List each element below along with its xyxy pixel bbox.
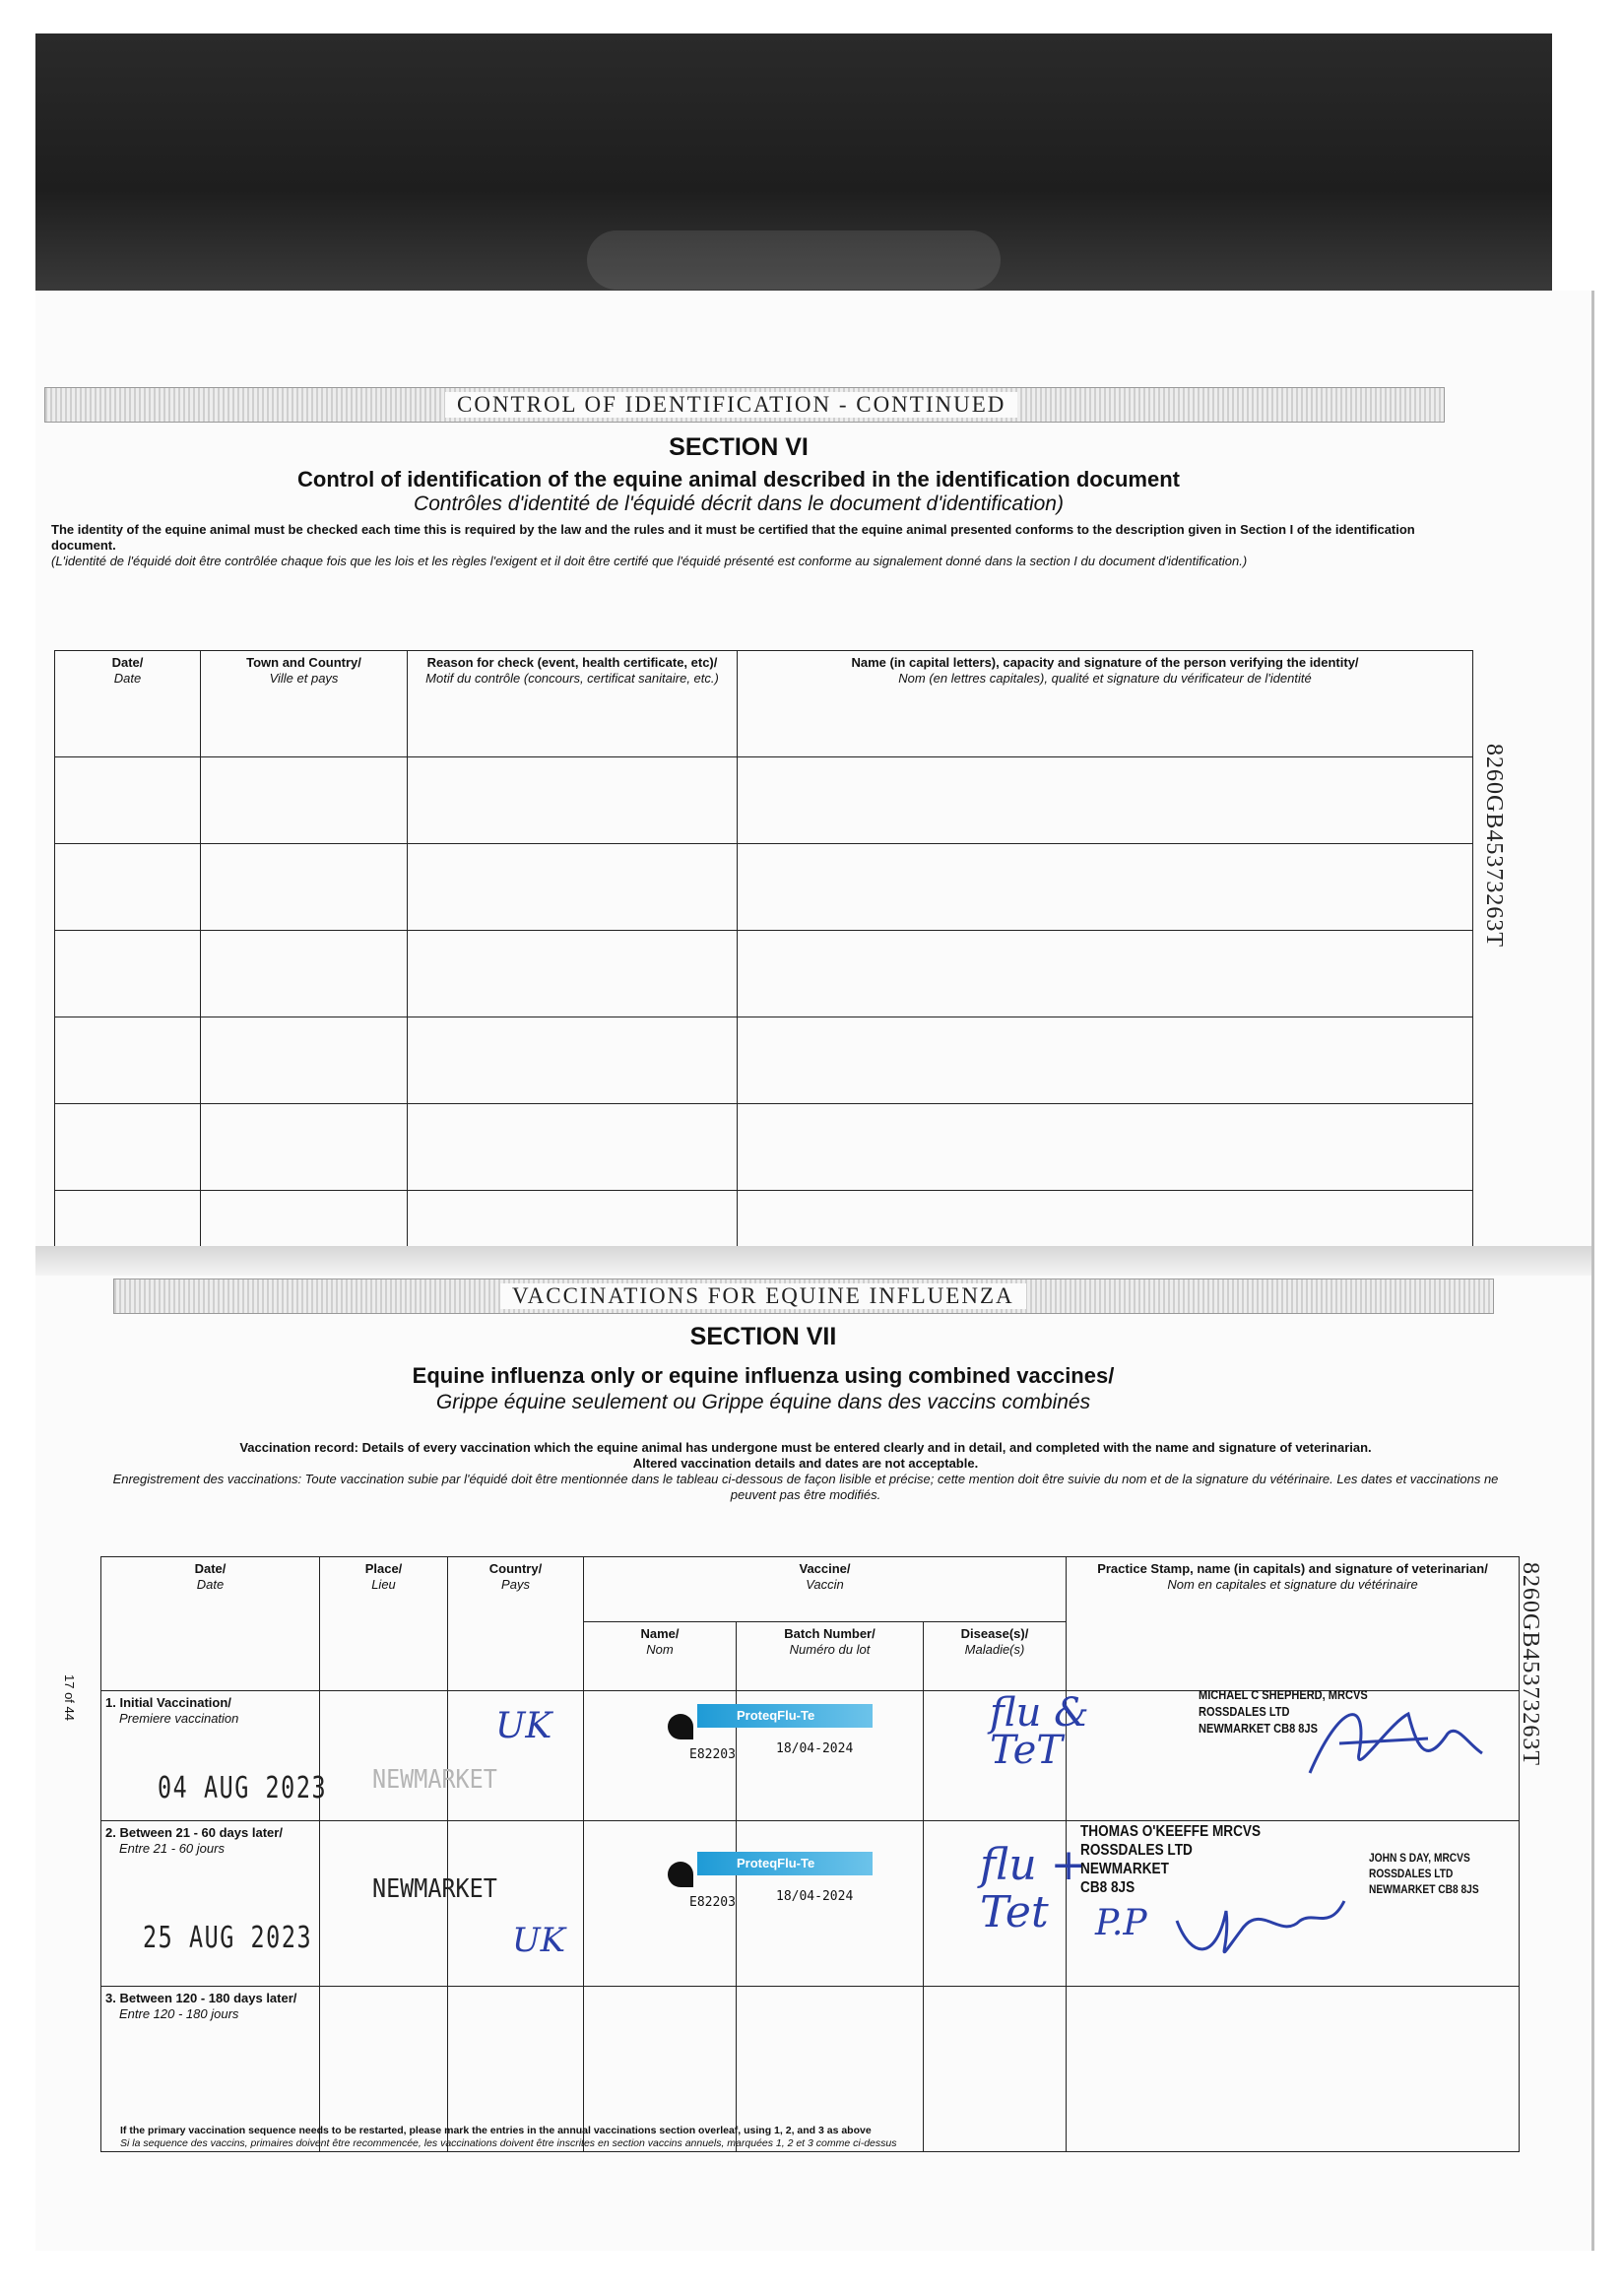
row2-place-stamp: NEWMARKET <box>372 1874 497 1904</box>
header-place: Place/ Lieu <box>320 1557 448 1691</box>
row1-vaccine-sticker <box>660 1704 881 1775</box>
table-row <box>55 931 1473 1017</box>
row2-label: 2. Between 21 - 60 days later/ Entre 21 - 60 jours <box>101 1821 320 1987</box>
section6-title-fr: Contrôles d'identité de l'équidé décrit dans le document d'identification) <box>414 492 1064 515</box>
row1-label: 1. Initial Vaccination/ Premiere vaccination <box>101 1691 320 1821</box>
section7-label: SECTION VII <box>689 1323 837 1350</box>
page-fold <box>35 1246 1591 1276</box>
header-verifier: Name (in capital letters), capacity and signature of the person verifying the identity/ Nom (en lettres capitales), qualité et signature du vérificateur de l'identité <box>738 651 1473 757</box>
header-vaccine-name: Name/ Nom <box>584 1622 737 1691</box>
header-reason: Reason for check (event, health certificate, etc)/ Motif du contrôle (concours, certificat sanitaire, etc.) <box>408 651 738 757</box>
row2-country-hand: UK <box>512 1921 566 1960</box>
header-practice-stamp: Practice Stamp, name (in capitals) and signature of veterinarian/ Nom en capitales et signature du vétérinaire <box>1067 1557 1520 1691</box>
header-disease: Disease(s)/ Maladie(s) <box>924 1622 1067 1691</box>
footnote-en: If the primary vaccination sequence needs to be restarted, please mark the entries in the annual vaccinations section overleaf, using 1, 2, and 3 as above <box>120 2125 872 2136</box>
row2-pp-hand: P.P <box>1095 1903 1147 1943</box>
row1-date-stamp: 04 AUG 2023 <box>158 1771 328 1805</box>
vaccination-header-row-1 <box>101 1557 1520 1622</box>
row2-vaccine-sticker <box>660 1852 881 1923</box>
section6-intro <box>51 522 1440 569</box>
section6-title-en: Control of identification of the equine animal described in the identification document <box>297 467 1180 492</box>
section6-intro-fr: (L'identité de l'équidé doit être contrôlée chaque fois que les lois et les règles l'exigent et il doit être certifé que l'équidé présenté est conforme au signalement donné dans la section I du document d'identification.) <box>51 554 1248 568</box>
row1-vet-stamp: MICHAEL C SHEPHERD, MRCVS ROSSDALES LTD NEWMARKET CB8 8JS <box>1199 1687 1368 1736</box>
table-row <box>55 844 1473 931</box>
section6-label: SECTION VI <box>669 433 809 461</box>
section7-band-title: VACCINATIONS FOR EQUINE INFLUENZA <box>500 1283 1026 1309</box>
row2-vet-stamp-2: JOHN S DAY, MRCVS ROSSDALES LTD NEWMARKET CB8 8JS <box>1369 1851 1479 1896</box>
table-row <box>55 1191 1473 1248</box>
row2-lot: E82203 <box>689 1895 736 1910</box>
sticker-logo-icon <box>668 1714 693 1739</box>
row2-signature <box>1172 1891 1349 1970</box>
row1-country-hand: UK <box>495 1706 552 1746</box>
row2-exp: 18/04-2024 <box>776 1889 854 1904</box>
header-vaccine: Vaccine/ Vaccin <box>584 1557 1067 1622</box>
row1-signature <box>1300 1684 1487 1803</box>
row2-vaccine-name: ProteqFlu-Te <box>697 1852 873 1875</box>
row2-disease-hand: flu + Tet <box>980 1840 1087 1937</box>
header-date: Date/ Date <box>101 1557 320 1691</box>
section7-intro-en2: Altered vaccination details and dates are not acceptable. <box>632 1456 979 1471</box>
footnote-fr: Si la sequence des vaccins, primaires doivent être recommencée, les vaccinations doivent être inscrites en section vaccins annuels, marquées 1, 2 et 3 comme ci-dessus <box>120 2137 897 2149</box>
row1-vaccine-name: ProteqFlu-Te <box>697 1704 873 1728</box>
header-town-country: Town and Country/ Ville et pays <box>201 651 408 757</box>
row2-date-stamp: 25 AUG 2023 <box>143 1921 313 1955</box>
sticker-logo-icon <box>668 1862 693 1887</box>
section6-band-title: CONTROL OF IDENTIFICATION - CONTINUED <box>445 392 1017 418</box>
header-date: Date/ Date <box>55 651 201 757</box>
section7-title-en: Equine influenza only or equine influenza using combined vaccines/ <box>412 1363 1115 1388</box>
table-row <box>55 1104 1473 1191</box>
row3-label: 3. Between 120 - 180 days later/ Entre 120 - 180 jours <box>101 1987 320 2152</box>
passport-id-side-lower: 8260GB45373263T <box>1518 1562 1543 1766</box>
row1-place-stamp: NEWMARKET <box>372 1765 497 1795</box>
row1-disease-hand: flu & TeT <box>990 1690 1089 1773</box>
scan-background <box>35 33 1552 295</box>
identity-check-table <box>54 650 1473 1248</box>
page-number: 17 of 44 <box>62 1674 77 1721</box>
header-batch: Batch Number/ Numéro du lot <box>737 1622 924 1691</box>
passport-id-side-upper: 8260GB45373263T <box>1481 744 1507 948</box>
section7-intro <box>106 1440 1505 1503</box>
row1-exp: 18/04-2024 <box>776 1741 854 1756</box>
section7-intro-en: Vaccination record: Details of every vaccination which the equine animal has undergone must be entered clearly and in detail, and completed with the name and signature of veterinarian. <box>239 1440 1372 1455</box>
identity-check-header-row <box>55 651 1473 757</box>
section6-intro-en: The identity of the equine animal must be checked each time this is required by the law and the rules and it must be certified that the equine animal presented conforms to the description given in Section I of the identification document. <box>51 522 1415 553</box>
table-row <box>55 757 1473 844</box>
header-country: Country/ Pays <box>448 1557 584 1691</box>
row1-lot: E82203 <box>689 1747 736 1762</box>
plastic-sleeve-glare <box>587 230 1001 290</box>
section7-intro-fr: Enregistrement des vaccinations: Toute vaccination subie par l'équidé doit être mentionnée dans le tableau ci-dessous de façon lisible et précise; cette mention doit être suivie du nom et de la signature du vétérinaire. Les dates et vaccinations ne peuvent pas être modifiés. <box>112 1472 1499 1502</box>
section7-title-fr: Grippe équine seulement ou Grippe équine dans des vaccins combinés <box>435 1391 1091 1413</box>
table-row <box>55 1017 1473 1104</box>
row2-vet-stamp: THOMAS O'KEEFFE MRCVS ROSSDALES LTD NEWMARKET CB8 8JS <box>1080 1823 1262 1896</box>
section7-footnote <box>120 2125 1479 2150</box>
